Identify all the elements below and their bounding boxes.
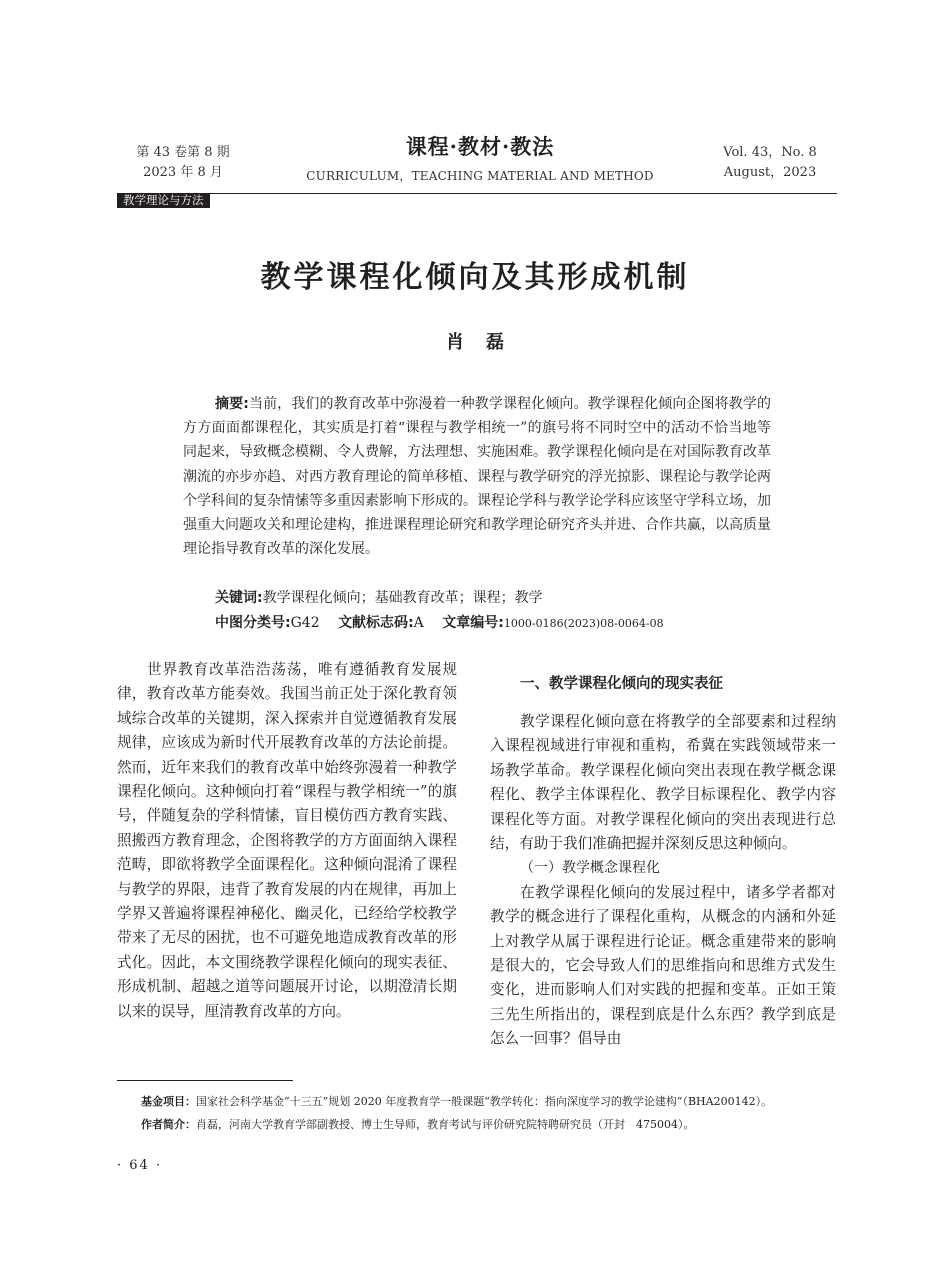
subsection-heading: （一）教学概念课程化 bbox=[520, 860, 660, 877]
issue-date: 2023 年 8 月 bbox=[143, 165, 223, 180]
section-paragraph-1: 教学课程化倾向意在将教学的全部要素和过程纳入课程视域进行审视和重构，希冀在实践领域带来一场教学革命。教学课程化倾向突出表现在教学概念课程化、教学主体课程化、教学目标课程化、教学内容课程化等方面。对教学课程化倾向的突出表现进行总结，有助于我们准确把握并深刻反思这种倾向。 bbox=[490, 713, 836, 853]
issue-volume: 第 43 卷第 8 期 bbox=[136, 145, 230, 160]
keywords-text: 教学课程化倾向；基础教育改革；课程；教学 bbox=[262, 590, 543, 606]
journal-masthead bbox=[300, 131, 660, 184]
author-info-label: 作者简介： bbox=[141, 1118, 196, 1131]
abstract-label: 摘要 bbox=[215, 396, 244, 412]
journal-subtitle: CURRICULUM，TEACHING MATERIAL AND METHOD bbox=[306, 169, 654, 183]
journal-title: 课程·教材·教法 bbox=[405, 134, 555, 159]
article-number-value: 1000-0186(2023)08-0064-08 bbox=[503, 617, 664, 630]
abstract: 摘要:当前，我们的教育改革中弥漫着一种教学课程化倾向。教学课程化倾向企图将教学的方方面面都课程化，其实质是打着“课程与教学相统一”的旗号将不同时空中的活动不恰当地等同起来，导致概念模糊、令人费解，方法理想、实施困难。教学课程化倾向是在对国际教育改革潮流的亦步亦趋、对西方教育理论的简单移植、课程与教学研究的浮光掠影、课程论与教学论两个学科间的复杂情愫等多重因素影响下形成的。课程论学科与教学论学科应该坚守学科立场，加强重大问题攻关和理论建构，推进课程理论研究和教学理论研究齐头并进、合作共赢，以高质量理论指导教育改革的深化发展。 bbox=[183, 396, 772, 558]
author-footnote bbox=[117, 1116, 837, 1133]
issue-date-en: August，2023 bbox=[723, 165, 817, 180]
classification: 中图分类号:G42 文献标志码:A 文章编号:1000-0186(2023)08-0064-08 bbox=[215, 615, 664, 631]
body-right-column bbox=[490, 672, 836, 1052]
fund-footnote bbox=[117, 1093, 837, 1110]
fund-label: 基金项目： bbox=[141, 1095, 196, 1108]
section-paragraph-2: 在教学课程化倾向的发展过程中，诸多学者都对教学的概念进行了课程化重构，从概念的内涵和外延上对教学从属于课程进行论证。概念重建带来的影响是很大的，它会导致人们的思维指向和思维方式发生变化，进而影响人们对实践的把握和变革。正如王策三先生所指出的，课程到底是什么东西？教学到底是怎么一回事？倡导由 bbox=[490, 883, 836, 1048]
keywords-label: 关键词 bbox=[215, 590, 257, 606]
abstract-text: 当前，我们的教育改革中弥漫着一种教学课程化倾向。教学课程化倾向企图将教学的方方面面都课程化，其实质是打着“课程与教学相统一”的旗号将不同时空中的活动不恰当地等同起来，导致概念模糊、令人费解，方法理想、实施困难。教学课程化倾向是在对国际教育改革潮流的亦步亦趋、对西方教育理论的简单移植、课程与教学研究的浮光掠影、课程论与教学论两个学科间的复杂情愫等多重因素影响下形成的。课程论学科与教学论学科应该坚守学科立场，加强重大问题攻关和理论建构，推进课程理论研究和教学理论研究齐头并进、合作共赢，以高质量理论指导教育改革的深化发展。 bbox=[183, 396, 772, 558]
keywords: 关键词:教学课程化倾向；基础教育改革；课程；教学 bbox=[215, 590, 543, 606]
intro-paragraph: 世界教育改革浩浩荡荡，唯有遵循教育发展规律，教育改革方能奏效。我国当前正处于深化教育领域综合改革的关键期，深入探索并自觉遵循教育发展规律，应该成为新时代开展教育改革的方法论前提。然而，近年来我们的教育改革中始终弥漫着一种教学课程化倾向。这种倾向打着“课程与教学相统一”的旗号，伴随复杂的学科情愫，盲目模仿西方教育实践、照搬西方教育理念，企图将教学的方方面面纳入课程范畴，即欲将教学全面课程化。这种倾向混淆了课程与教学的界限，违背了教育发展的内在规律，再加上学界又普遍将课程神秘化、幽灵化，已经给学校教学带来了无尽的困扰，也不可避免地造成教育改革的形式化。因此，本文围绕教学课程化倾向的现实表征、形成机制、超越之道等问题展开讨论，以期澄清长期以来的误导，厘清教育改革的方向。 bbox=[117, 661, 457, 1020]
doc-code-value: A bbox=[413, 615, 424, 631]
issue-info-en bbox=[705, 143, 835, 183]
section-tag: 教学理论与方法 bbox=[117, 193, 210, 208]
doc-code-label: 文献标志码 bbox=[338, 615, 409, 631]
header-rule bbox=[117, 193, 837, 194]
footnote-rule bbox=[117, 1080, 293, 1081]
article-number-label: 文章编号 bbox=[442, 615, 499, 631]
footnotes bbox=[117, 1093, 837, 1139]
clc-label: 中图分类号 bbox=[215, 615, 285, 631]
page-number: · 64 · bbox=[117, 1158, 163, 1173]
article-title: 教学课程化倾向及其形成机制 bbox=[260, 260, 690, 295]
clc-value: G42 bbox=[290, 615, 320, 631]
issue-info bbox=[118, 143, 248, 183]
body-left-column bbox=[117, 658, 457, 1024]
issue-volume-en: Vol. 43，No. 8 bbox=[723, 145, 817, 160]
article-author: 肖磊 bbox=[446, 332, 526, 353]
author-info-text: 肖磊，河南大学教育学部副教授、博士生导师，教育考试与评价研究院特聘研究员（开封 475004）。 bbox=[196, 1118, 695, 1131]
fund-text: 国家社会科学基金“十三五”规划 2020 年度教育学一般课题“教学转化：指向深度学习的教学论建构”（BHA200142）。 bbox=[196, 1095, 773, 1108]
section-heading: 一、教学课程化倾向的现实表征 bbox=[520, 676, 723, 692]
